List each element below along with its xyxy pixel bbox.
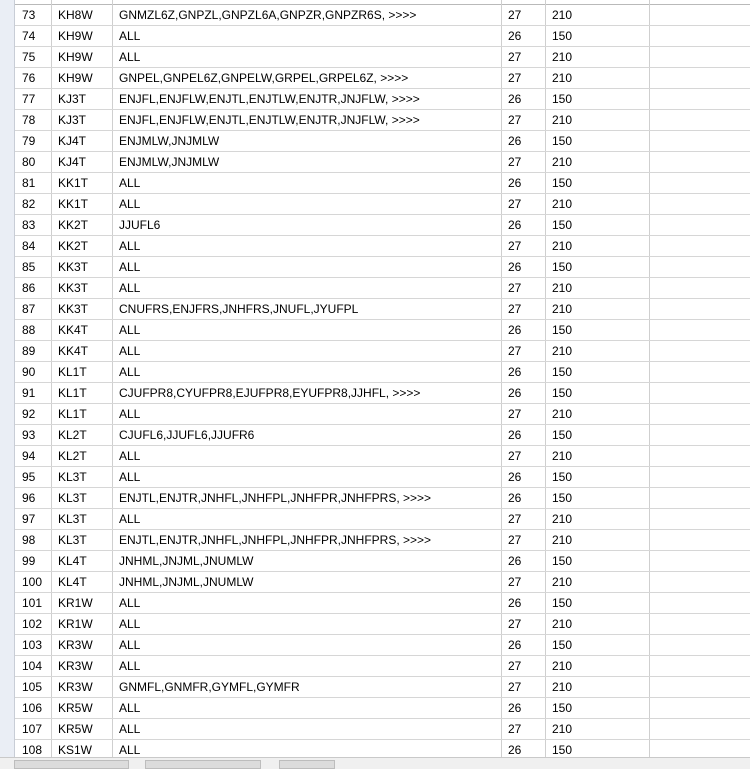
code-cell[interactable]: KL3T	[58, 533, 87, 547]
models-cell[interactable]: ALL	[119, 365, 141, 379]
value-a-cell[interactable]: 26	[508, 596, 522, 610]
row-number-cell[interactable]: 75	[22, 50, 36, 64]
table-row[interactable]	[15, 656, 750, 677]
value-a-cell[interactable]: 27	[508, 512, 522, 526]
table-row[interactable]	[15, 509, 750, 530]
value-b-cell[interactable]: 150	[552, 92, 573, 106]
value-b-cell[interactable]: 150	[552, 365, 573, 379]
value-a-cell[interactable]: 26	[508, 134, 522, 148]
code-cell[interactable]: KL2T	[58, 428, 87, 442]
value-a-cell[interactable]: 27	[508, 239, 522, 253]
row-number-cell[interactable]: 85	[22, 260, 36, 274]
row-number-cell[interactable]: 105	[22, 680, 43, 694]
value-a-cell[interactable]: 27	[508, 344, 522, 358]
scrollbar-segment[interactable]	[145, 760, 261, 769]
value-b-cell[interactable]: 150	[552, 260, 573, 274]
row-number-cell[interactable]: 82	[22, 197, 36, 211]
table-row[interactable]	[15, 614, 750, 635]
value-a-cell[interactable]: 26	[508, 743, 522, 757]
value-a-cell[interactable]: 26	[508, 365, 522, 379]
code-cell[interactable]: KL1T	[58, 386, 87, 400]
value-b-cell[interactable]: 210	[552, 617, 573, 631]
value-a-cell[interactable]: 26	[508, 92, 522, 106]
code-cell[interactable]: KK1T	[58, 176, 89, 190]
code-cell[interactable]: KR1W	[58, 596, 93, 610]
table-row[interactable]	[15, 5, 750, 26]
table-row[interactable]	[15, 488, 750, 509]
value-a-cell[interactable]: 27	[508, 71, 522, 85]
code-cell[interactable]: KR3W	[58, 659, 93, 673]
value-a-cell[interactable]: 27	[508, 197, 522, 211]
table-row[interactable]	[15, 320, 750, 341]
scrollbar-segment[interactable]	[14, 760, 129, 769]
row-number-cell[interactable]: 93	[22, 428, 36, 442]
row-number-cell[interactable]: 88	[22, 323, 36, 337]
value-b-cell[interactable]: 210	[552, 449, 573, 463]
code-cell[interactable]: KH9W	[58, 71, 93, 85]
value-a-cell[interactable]: 26	[508, 218, 522, 232]
table-row[interactable]	[15, 194, 750, 215]
value-b-cell[interactable]: 150	[552, 596, 573, 610]
table-row[interactable]	[15, 26, 750, 47]
models-cell[interactable]: ALL	[119, 617, 141, 631]
table-row[interactable]	[15, 677, 750, 698]
models-cell[interactable]: GNMFL,GNMFR,GYMFL,GYMFR	[119, 680, 300, 694]
models-cell[interactable]: ENJTL,ENJTR,JNHFL,JNHFPL,JNHFPR,JNHFPRS, >>>>	[119, 533, 432, 547]
table-row[interactable]	[15, 131, 750, 152]
row-number-cell[interactable]: 74	[22, 29, 36, 43]
value-a-cell[interactable]: 26	[508, 554, 522, 568]
horizontal-scrollbar[interactable]	[0, 757, 750, 769]
value-a-cell[interactable]: 26	[508, 29, 522, 43]
value-a-cell[interactable]: 27	[508, 155, 522, 169]
table-row[interactable]	[15, 719, 750, 740]
row-number-cell[interactable]: 79	[22, 134, 36, 148]
value-a-cell[interactable]: 27	[508, 659, 522, 673]
value-b-cell[interactable]: 210	[552, 281, 573, 295]
code-cell[interactable]: KR5W	[58, 722, 93, 736]
code-cell[interactable]: KL3T	[58, 491, 87, 505]
code-cell[interactable]: KL1T	[58, 407, 87, 421]
code-cell[interactable]: KK3T	[58, 302, 89, 316]
value-a-cell[interactable]: 26	[508, 176, 522, 190]
models-cell[interactable]: JNHML,JNJML,JNUMLW	[119, 575, 254, 589]
row-header-strip	[0, 0, 15, 757]
models-cell[interactable]: ALL	[119, 743, 141, 757]
code-cell[interactable]: KR5W	[58, 701, 93, 715]
models-cell[interactable]: ENJTL,ENJTR,JNHFL,JNHFPL,JNHFPR,JNHFPRS, >>>>	[119, 491, 432, 505]
value-a-cell[interactable]: 27	[508, 8, 522, 22]
code-cell[interactable]: KJ4T	[58, 134, 87, 148]
table-row[interactable]	[15, 341, 750, 362]
row-number-cell[interactable]: 86	[22, 281, 36, 295]
row-number-cell[interactable]: 103	[22, 638, 43, 652]
code-cell[interactable]: KK2T	[58, 239, 89, 253]
value-b-cell[interactable]: 150	[552, 638, 573, 652]
value-b-cell[interactable]: 150	[552, 386, 573, 400]
table-row[interactable]	[15, 740, 750, 757]
models-cell[interactable]: ALL	[119, 176, 141, 190]
value-a-cell[interactable]: 27	[508, 533, 522, 547]
models-cell[interactable]: ALL	[119, 29, 141, 43]
code-cell[interactable]: KK4T	[58, 344, 89, 358]
models-cell[interactable]: ALL	[119, 239, 141, 253]
table-row[interactable]	[15, 362, 750, 383]
code-cell[interactable]: KL4T	[58, 575, 87, 589]
code-cell[interactable]: KK4T	[58, 323, 89, 337]
row-number-cell[interactable]: 95	[22, 470, 36, 484]
row-number-cell[interactable]: 107	[22, 722, 43, 736]
value-b-cell[interactable]: 150	[552, 218, 573, 232]
row-number-cell[interactable]: 98	[22, 533, 36, 547]
table-row[interactable]	[15, 299, 750, 320]
value-a-cell[interactable]: 26	[508, 638, 522, 652]
value-a-cell[interactable]: 26	[508, 701, 522, 715]
code-cell[interactable]: KK3T	[58, 260, 89, 274]
row-number-cell[interactable]: 80	[22, 155, 36, 169]
row-number-cell[interactable]: 99	[22, 554, 36, 568]
value-b-cell[interactable]: 210	[552, 113, 573, 127]
row-number-cell[interactable]: 77	[22, 92, 36, 106]
value-b-cell[interactable]: 150	[552, 176, 573, 190]
table-row[interactable]	[15, 551, 750, 572]
value-b-cell[interactable]: 150	[552, 134, 573, 148]
table-row[interactable]	[15, 446, 750, 467]
value-a-cell[interactable]: 26	[508, 323, 522, 337]
code-cell[interactable]: KJ3T	[58, 92, 87, 106]
code-cell[interactable]: KJ4T	[58, 155, 87, 169]
table-row[interactable]	[15, 257, 750, 278]
models-cell[interactable]: JJUFL6	[119, 218, 161, 232]
value-b-cell[interactable]: 210	[552, 659, 573, 673]
models-cell[interactable]: ENJFL,ENJFLW,ENJTL,ENJTLW,ENJTR,JNJFLW, >>>>	[119, 113, 420, 127]
models-cell[interactable]: ALL	[119, 323, 141, 337]
models-cell[interactable]: ENJMLW,JNJMLW	[119, 134, 220, 148]
value-b-cell[interactable]: 210	[552, 155, 573, 169]
row-number-cell[interactable]: 102	[22, 617, 43, 631]
code-cell[interactable]: KH9W	[58, 50, 93, 64]
code-cell[interactable]: KR1W	[58, 617, 93, 631]
models-cell[interactable]: ENJFL,ENJFLW,ENJTL,ENJTLW,ENJTR,JNJFLW, >>>>	[119, 92, 420, 106]
code-cell[interactable]: KJ3T	[58, 113, 87, 127]
value-b-cell[interactable]: 210	[552, 722, 573, 736]
models-cell[interactable]: ALL	[119, 281, 141, 295]
code-cell[interactable]: KK1T	[58, 197, 89, 211]
value-a-cell[interactable]: 26	[508, 260, 522, 274]
table-row[interactable]	[15, 698, 750, 719]
value-a-cell[interactable]: 27	[508, 407, 522, 421]
value-b-cell[interactable]: 210	[552, 575, 573, 589]
row-number-cell[interactable]: 78	[22, 113, 36, 127]
code-cell[interactable]: KR3W	[58, 638, 93, 652]
value-b-cell[interactable]: 210	[552, 71, 573, 85]
code-cell[interactable]: KR3W	[58, 680, 93, 694]
models-cell[interactable]: ENJMLW,JNJMLW	[119, 155, 220, 169]
models-cell[interactable]: ALL	[119, 260, 141, 274]
code-cell[interactable]: KL1T	[58, 365, 87, 379]
code-cell[interactable]: KH8W	[58, 8, 93, 22]
value-b-cell[interactable]: 150	[552, 701, 573, 715]
table-row[interactable]	[15, 47, 750, 68]
table-row[interactable]	[15, 236, 750, 257]
row-number-cell[interactable]: 87	[22, 302, 36, 316]
code-cell[interactable]: KL3T	[58, 470, 87, 484]
table-row[interactable]	[15, 593, 750, 614]
models-cell[interactable]: CJUFPR8,CYUFPR8,EJUFPR8,EYUFPR8,JJHFL, >>>>	[119, 386, 421, 400]
value-b-cell[interactable]: 150	[552, 491, 573, 505]
table-row[interactable]	[15, 635, 750, 656]
row-number-cell[interactable]: 94	[22, 449, 36, 463]
row-number-cell[interactable]: 97	[22, 512, 36, 526]
table-row[interactable]	[15, 404, 750, 425]
table-row[interactable]	[15, 173, 750, 194]
models-cell[interactable]: JNHML,JNJML,JNUMLW	[119, 554, 254, 568]
row-number-cell[interactable]: 83	[22, 218, 36, 232]
value-b-cell[interactable]: 210	[552, 50, 573, 64]
value-a-cell[interactable]: 27	[508, 680, 522, 694]
table-row[interactable]	[15, 152, 750, 173]
value-b-cell[interactable]: 150	[552, 428, 573, 442]
row-number-cell[interactable]: 90	[22, 365, 36, 379]
value-b-cell[interactable]: 150	[552, 554, 573, 568]
data-grid	[15, 0, 750, 757]
code-cell[interactable]: KL2T	[58, 449, 87, 463]
value-a-cell[interactable]: 27	[508, 575, 522, 589]
row-number-cell[interactable]: 76	[22, 71, 36, 85]
table-row[interactable]	[15, 89, 750, 110]
value-b-cell[interactable]: 210	[552, 197, 573, 211]
models-cell[interactable]: ALL	[119, 197, 141, 211]
row-number-cell[interactable]: 84	[22, 239, 36, 253]
row-number-cell[interactable]: 101	[22, 596, 43, 610]
row-number-cell[interactable]: 100	[22, 575, 43, 589]
models-cell[interactable]: ALL	[119, 512, 141, 526]
models-cell[interactable]: ALL	[119, 701, 141, 715]
table-row[interactable]	[15, 68, 750, 89]
row-number-cell[interactable]: 81	[22, 176, 36, 190]
row-number-cell[interactable]: 73	[22, 8, 36, 22]
value-b-cell[interactable]: 150	[552, 29, 573, 43]
value-b-cell[interactable]: 150	[552, 743, 573, 757]
table-row[interactable]	[15, 530, 750, 551]
value-b-cell[interactable]: 210	[552, 680, 573, 694]
value-a-cell[interactable]: 27	[508, 50, 522, 64]
row-number-cell[interactable]: 108	[22, 743, 43, 757]
code-cell[interactable]: KL3T	[58, 512, 87, 526]
models-cell[interactable]: GNPEL,GNPEL6Z,GNPELW,GRPEL,GRPEL6Z, >>>>	[119, 71, 409, 85]
value-b-cell[interactable]: 210	[552, 302, 573, 316]
models-cell[interactable]: ALL	[119, 407, 141, 421]
value-b-cell[interactable]: 150	[552, 470, 573, 484]
value-b-cell[interactable]: 210	[552, 8, 573, 22]
models-cell[interactable]: ALL	[119, 596, 141, 610]
row-number-cell[interactable]: 104	[22, 659, 43, 673]
code-cell[interactable]: KK2T	[58, 218, 89, 232]
value-b-cell[interactable]: 210	[552, 533, 573, 547]
code-cell[interactable]: KL4T	[58, 554, 87, 568]
table-row[interactable]	[15, 278, 750, 299]
models-cell[interactable]: ALL	[119, 722, 141, 736]
models-cell[interactable]: ALL	[119, 659, 141, 673]
table-row[interactable]	[15, 572, 750, 593]
value-a-cell[interactable]: 26	[508, 386, 522, 400]
value-a-cell[interactable]: 27	[508, 449, 522, 463]
table-row[interactable]	[15, 425, 750, 446]
value-b-cell[interactable]: 210	[552, 239, 573, 253]
value-a-cell[interactable]: 26	[508, 428, 522, 442]
table-row[interactable]	[15, 215, 750, 236]
models-cell[interactable]: ALL	[119, 344, 141, 358]
code-cell[interactable]: KH9W	[58, 29, 93, 43]
row-number-cell[interactable]: 91	[22, 386, 36, 400]
models-cell[interactable]: GNMZL6Z,GNPZL,GNPZL6A,GNPZR,GNPZR6S, >>>>	[119, 8, 417, 22]
value-b-cell[interactable]: 210	[552, 407, 573, 421]
code-cell[interactable]: KS1W	[58, 743, 93, 757]
row-number-cell[interactable]: 89	[22, 344, 36, 358]
code-cell[interactable]: KK3T	[58, 281, 89, 295]
models-cell[interactable]: ALL	[119, 638, 141, 652]
models-cell[interactable]: CNUFRS,ENJFRS,JNHFRS,JNUFL,JYUFPL	[119, 302, 359, 316]
value-a-cell[interactable]: 27	[508, 281, 522, 295]
value-a-cell[interactable]: 27	[508, 722, 522, 736]
row-number-cell[interactable]: 96	[22, 491, 36, 505]
table-row[interactable]	[15, 110, 750, 131]
value-a-cell[interactable]: 26	[508, 491, 522, 505]
models-cell[interactable]: ALL	[119, 50, 141, 64]
scrollbar-segment[interactable]	[279, 760, 335, 769]
row-number-cell[interactable]: 92	[22, 407, 36, 421]
value-b-cell[interactable]: 210	[552, 512, 573, 526]
value-b-cell[interactable]: 210	[552, 344, 573, 358]
value-b-cell[interactable]: 150	[552, 323, 573, 337]
models-cell[interactable]: ALL	[119, 470, 141, 484]
models-cell[interactable]: CJUFL6,JJUFL6,JJUFR6	[119, 428, 255, 442]
models-cell[interactable]: ALL	[119, 449, 141, 463]
value-a-cell[interactable]: 27	[508, 617, 522, 631]
value-a-cell[interactable]: 27	[508, 302, 522, 316]
row-number-cell[interactable]: 106	[22, 701, 43, 715]
table-row[interactable]	[15, 383, 750, 404]
value-a-cell[interactable]: 26	[508, 470, 522, 484]
value-a-cell[interactable]: 27	[508, 113, 522, 127]
table-row[interactable]	[15, 467, 750, 488]
